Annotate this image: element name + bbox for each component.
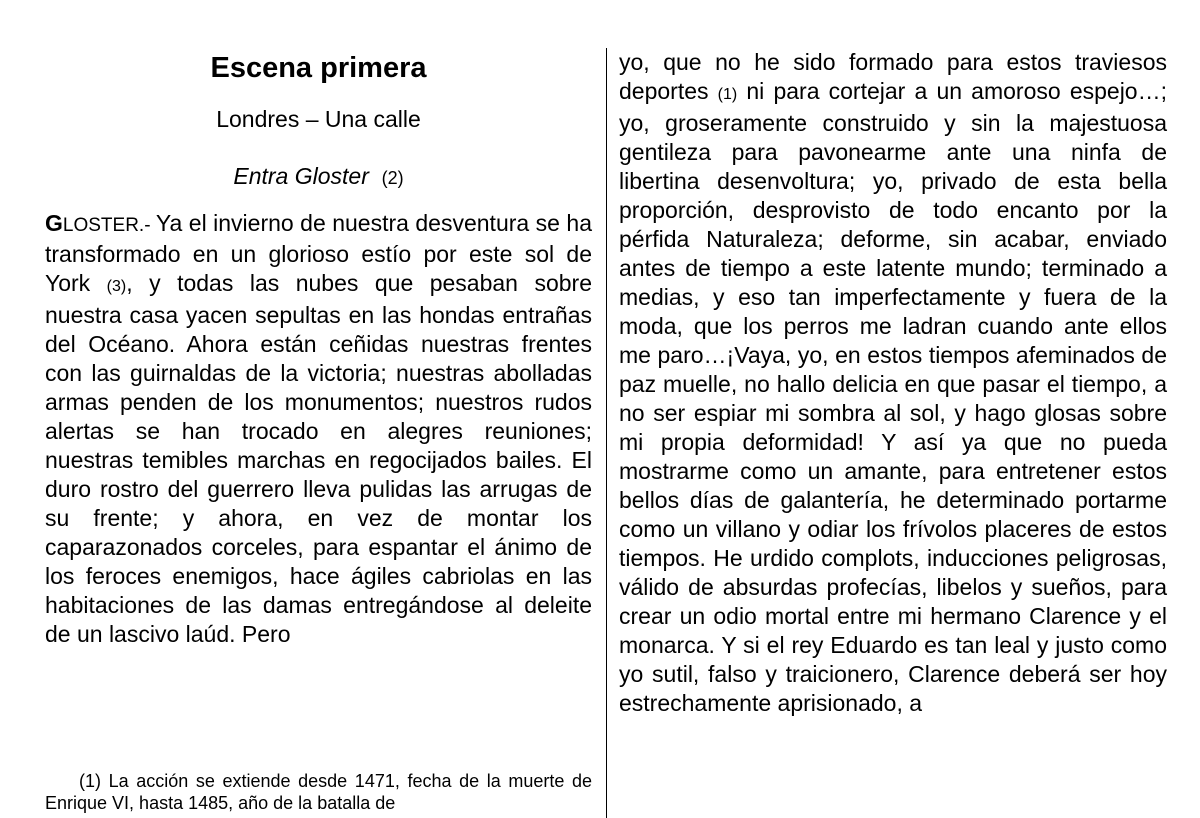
speaker-initial: G xyxy=(45,210,63,236)
stage-direction xyxy=(45,161,592,193)
speech-text-right-a: yo, que no he sido formado para estos traviesos deportes xyxy=(619,49,1167,104)
speech-text-right-b: ni para cortejar a un amoroso espejo…; yo, groseramente construido y sin la majestuosa gentileza para pavonearme ante una ninfa de libertina desenvoltura; yo, privado de esta bella proporción, desprovisto de todo encanto por la pérfida Naturaleza; deforme, sin acabar, enviado antes de tiempo a este latente mundo; terminado a medias, y eso tan imperfectamente y fuera de la moda, que los perros me ladran cuando ante ellos me paro…¡Vaya, yo, en estos tiempos afeminados de paz muelle, no hallo delicia en que pasar el tiempo, a no ser espiar mi sombra al sol, y hago glosas sobre mi propia deformidad! Y así ya que no pueda mostrarme como un amante, para entretener estos bellos días de galantería, he determinado portarme como un villano y odiar los frívolos placeres de estos tiempos. He urdido complots, inducciones peligrosas, válido de absurdas profecías, libelos y sueños, para crear un odio mortal entre mi hermano Clarence y el monarca. Y si el rey Eduardo es tan leal y justo como yo sutil, falso y traicionero, Clarence deberá ser hoy estrechamente aprisionado, a xyxy=(619,78,1167,716)
scene-title: Escena primera xyxy=(210,52,427,84)
footnote-ref-3: (3) xyxy=(106,278,127,295)
speech-text-left-a: Ya el invierno de nuestra desventura se ha transformado en un glorioso estío por este sol de York xyxy=(45,210,592,296)
right-column xyxy=(619,48,1167,718)
speech-text-left-b: , y todas las nubes que pesaban sobre nuestra casa yacen sepultas en las hondas entrañas del Océano. Ahora están ceñidas nuestras frentes con las guirnaldas de la victoria; nuestras abolladas armas penden de los monumentos; nuestros rudos alertas se han trocado en alegres reuniones; nuestras temibles marchas en regocijados bailes. El duro rostro del guerrero lleva pulidas las arrugas de su frente; y ahora, en vez de montar los caparazonados corceles, para espantar el ánimo de los feroces enemigos, hace ágiles cabriolas en las habitaciones de las damas entregándose al deleite de un lascivo laúd. Pero xyxy=(45,270,592,647)
footnote: (1) La acción se extiende desde 1471, fecha de la muerte de Enrique VI, hasta 1485, año de la batalla de xyxy=(45,771,592,813)
column-divider xyxy=(606,48,607,818)
left-column xyxy=(45,48,592,649)
stage-note-ref: (2) xyxy=(381,168,404,188)
footnote-ref-1: (1) xyxy=(717,86,738,103)
stage-direction-text: Entra Gloster xyxy=(233,163,369,189)
scene-place: Londres – Una calle xyxy=(216,106,421,132)
speech-left xyxy=(45,209,592,649)
speaker-separator: .- xyxy=(138,215,156,236)
speaker-name: LOSTER xyxy=(62,215,139,236)
speech-right xyxy=(619,48,1167,718)
